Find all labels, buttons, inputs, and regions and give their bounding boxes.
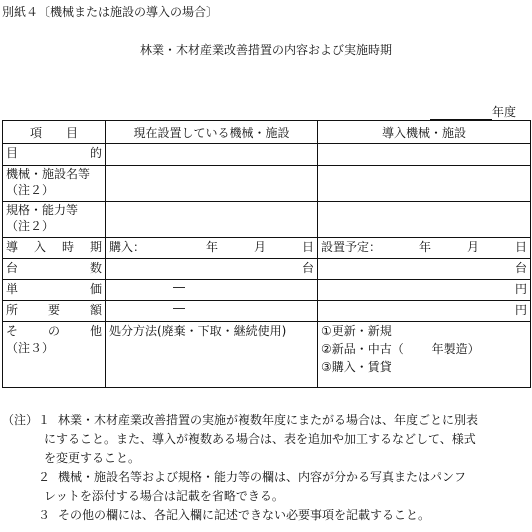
- note-number: ３: [38, 508, 51, 522]
- cell-other-intro[interactable]: ①更新・新規 ②新品・中古（ 年製造） ③購入・賃貸: [318, 322, 531, 388]
- cell-unit-price-current: ―: [106, 280, 318, 301]
- label-other: そ の 他 （注３）: [3, 322, 106, 388]
- label-spec: 規格・能力等 （注２）: [3, 202, 106, 238]
- cell-timing-current[interactable]: 購入： 年 月 日: [106, 238, 318, 259]
- label-timing: 導 入 時 期: [3, 238, 106, 259]
- label-unit-price: 単 価: [3, 280, 106, 301]
- note-item: ２ 機械・施設名等および規格・能力等の欄は、内容が分かる写真またはパンフ レットを添付する場合は記載を省略できる。: [38, 470, 467, 503]
- cell-purpose-current[interactable]: [106, 144, 318, 166]
- note-item: ３ その他の欄には、各記入欄に記述できない必要事項を記載すること。: [2, 506, 530, 525]
- cell-count-intro[interactable]: 台: [318, 259, 531, 280]
- form-label: 別紙４〔機械または施設の導入の場合〕: [2, 5, 219, 19]
- notes-head: （注）: [2, 413, 39, 427]
- cell-name-intro[interactable]: [318, 166, 531, 202]
- year-label: 年度: [492, 105, 517, 119]
- note-number: ２: [38, 470, 51, 484]
- year-blank-line: [430, 105, 492, 120]
- cell-amount-current: ―: [106, 301, 318, 322]
- cell-spec-intro[interactable]: [318, 202, 531, 238]
- cell-amount-intro[interactable]: 円: [318, 301, 531, 322]
- row-amount: [3, 301, 531, 322]
- notes-section: [2, 411, 530, 525]
- table-header-row: [3, 121, 531, 144]
- header-current: 現在設置している機械・施設: [106, 121, 318, 144]
- label-count: 台 数: [3, 259, 106, 280]
- cell-name-current[interactable]: [106, 166, 318, 202]
- document-title: 林業・木材産業改善措置の内容および実施時期: [139, 43, 392, 57]
- cell-timing-intro[interactable]: 設置予定： 年 月 日: [318, 238, 531, 259]
- cell-spec-current[interactable]: [106, 202, 318, 238]
- label-purpose: 目 的: [3, 144, 106, 166]
- cell-count-current[interactable]: 台: [106, 259, 318, 280]
- cell-unit-price-intro[interactable]: 円: [318, 280, 531, 301]
- label-amount: 所 要 額: [3, 301, 106, 322]
- note-number: １: [38, 413, 51, 427]
- header-intro: 導入機械・施設: [318, 121, 531, 144]
- cell-other-current[interactable]: 処分方法(廃棄・下取・継続使用): [106, 322, 318, 388]
- row-unit-price: [3, 280, 531, 301]
- measures-table: [2, 120, 531, 388]
- row-count: [3, 259, 531, 280]
- row-purpose: [3, 144, 531, 166]
- label-name: 機械・施設名等 （注２）: [3, 166, 106, 202]
- row-name: [3, 166, 531, 202]
- header-item: 項 目: [3, 121, 106, 144]
- note-item: （注） １ 林業・木材産業改善措置の実施が複数年度にまたがる場合は、年度ごとに別表 にすること。また、導入が複数ある場合は、表を追加や加工するなどして、様式 を変更すること。: [2, 413, 479, 465]
- row-timing: [3, 238, 531, 259]
- row-spec: [3, 202, 531, 238]
- cell-purpose-intro[interactable]: [318, 144, 531, 166]
- row-other: [3, 322, 531, 388]
